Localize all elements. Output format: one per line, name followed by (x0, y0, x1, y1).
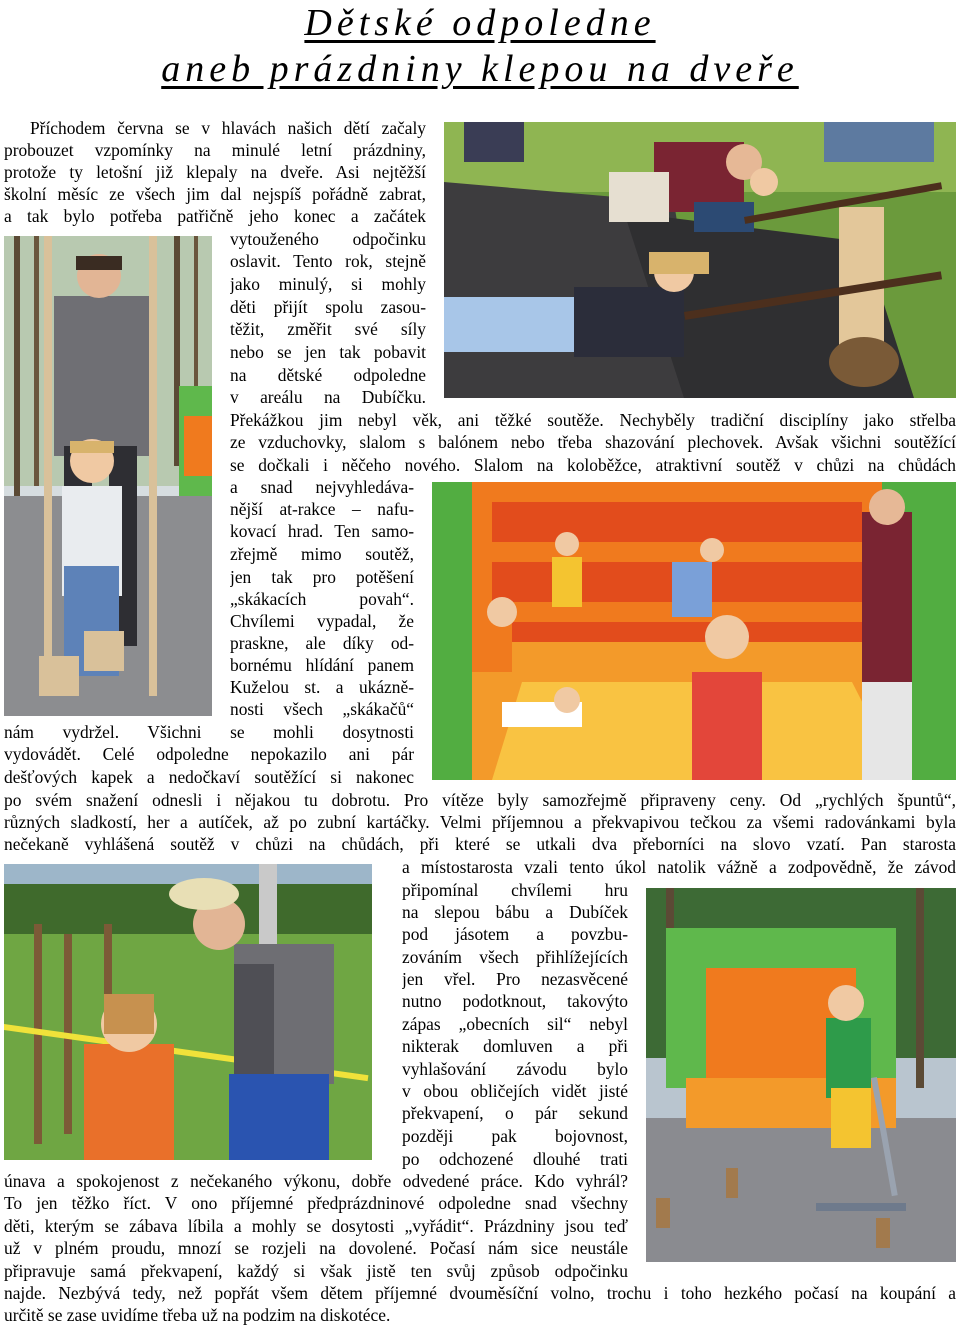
text-line: děti přijít spolu zasou- (230, 297, 426, 317)
text-line: oslavit. Tento rok, stejně (230, 251, 426, 271)
text-line: se dočkali i něčeho nového. Slalom na koloběžce, atraktivní soutěž v chůzi na chůdách (230, 455, 956, 475)
text-line: Kuželou st. a ukázně- (230, 677, 414, 697)
text-line: pod jásotem a povzbu- (402, 924, 628, 944)
text-line: nosti všech „skákačů“ (230, 699, 414, 719)
text-line: nější at-rakce – nafu- (230, 499, 414, 519)
judge-photo (4, 864, 372, 1160)
text-line: nutno podotknout, takovýto (402, 991, 628, 1011)
bouncy-castle-photo (432, 482, 956, 780)
text-line: nečekaně vyhlášená soutěž v chůzi na chůdách, při které se utkali dva přeborníci na slovo vzatí. Pan starosta (4, 834, 956, 854)
text-line: určitě se zase uvidíme třeba už na podzim na diskotéce. (4, 1305, 391, 1325)
text-line: zováním všech přihlížejících (402, 947, 628, 967)
text-line: vyhlašování závodu bylo (402, 1059, 628, 1079)
text-line: dešťových kapek a nedočkaví soutěžící si nakonec (4, 767, 414, 787)
text-line: na slepou bábu a Dubíček (402, 902, 628, 922)
text-line: překvapení, o pár sekund (402, 1103, 628, 1123)
text-line: těžit, změřit své síly (230, 319, 426, 339)
text-line: zápas „obecních sil“ nebyl (402, 1014, 628, 1034)
text-line: kovací hrad. Ten samo- (230, 521, 414, 541)
text-line: už v plném proudu, mnozí se rozjeli na dovolené. Počasí nám sice neustále (4, 1238, 628, 1258)
text-line: Chvílemi vypadal, že (230, 611, 414, 631)
text-line: vytouženého odpočinku (230, 229, 426, 249)
text-line: probouzet vzpomínky na minulé letní prázdniny, (4, 140, 426, 160)
text-line: po svém snažení odnesli i nějakou tu dobrotu. Pro vítěze byly samozřejmě připraveny ceny. Od „rychlých špuntů“, (4, 790, 956, 810)
text-line: protože ty letošní již klepaly na dveře. Asi nejtěžší (4, 162, 426, 182)
text-line: jako minulý, si mohly (230, 274, 426, 294)
text-line: najde. Nezbývá tedy, než popřát všem dětem příjemné dvouměsíční volno, trochu i toho hezkého počasí na koupání a (4, 1283, 956, 1303)
text-line: jen vřel. Pro nezasvěcené (402, 969, 628, 989)
text-line: bornému hlídání panem (230, 655, 414, 675)
article-title: Dětské odpoledne (304, 2, 656, 44)
text-line: praskne, ale díky od- (230, 633, 414, 653)
text-line: Překážkou jim nebyl věk, ani těžké soutěže. Nechyběly tradiční disciplíny jako střelba (230, 410, 956, 430)
text-line: nikterak domluven a při (402, 1036, 628, 1056)
text-line: po odchozené dlouhé trati (402, 1149, 628, 1169)
text-line: To jen těžko říct. V ono příjemné předprázdninové odpoledne snad všechny (4, 1193, 628, 1213)
text-line: v obou obličejích vidět jisté (402, 1081, 628, 1101)
text-line: připomínal chvílemi hru (402, 880, 628, 900)
shooting-photo (444, 122, 956, 398)
text-line: únava a spokojenost z nečekaného výkonu, dobře odvedené práce. Kdo vyhrál? (4, 1171, 628, 1191)
text-line: ze vzduchovky, slalom s balónem nebo třeba shazování plechovek. Avšak všichni soutěžící (230, 432, 956, 452)
text-line: „skákacích povah“. (230, 589, 414, 609)
article-subtitle: aneb prázdniny klepou na dveře (161, 48, 799, 90)
text-line: později pak bojovnost, (402, 1126, 628, 1146)
text-line: na dětské odpoledne (230, 365, 426, 385)
text-line: v areálu na Dubíčku. (230, 387, 426, 407)
text-line: připravuje samá překvapení, každý si však jistě ten svůj způsob odpočinku (4, 1261, 628, 1281)
text-line: různých sladkostí, her a autíček, až po zubní kartáčky. Velmi příjemnou a překvapivou tečkou za všemi radovánkami byla (4, 812, 956, 832)
text-line: vydovádět. Celé odpoledne nepokazilo ani pár (4, 744, 414, 764)
text-line: a snad nejvyhledáva- (230, 477, 414, 497)
text-line: zřejmě mimo soutěž, (230, 544, 414, 564)
text-line: děti, kterým se zábava líbila a mohly se dosytosti „vyřádit“. Prázdniny jsou teď (4, 1216, 628, 1236)
text-line: nám vydržel. Všichni se mohli dosytnosti (4, 722, 414, 742)
scooter-photo (646, 888, 956, 1262)
text-line: a místostarosta vzali tento úkol natolik vážně a zodpovědně, že závod (402, 857, 956, 877)
text-line: nebo se jen tak pobavit (230, 342, 426, 362)
text-line: jen tak pro potěšení (230, 567, 414, 587)
stilts-photo (4, 236, 212, 716)
text-line: Příchodem června se v hlavách našich dětí začaly (30, 118, 426, 138)
text-line: školní měsíc ze všech jim dal nejspíš pořádně zabrat, (4, 184, 426, 204)
text-line: a tak bylo potřeba patřičně jeho konec a začátek (4, 206, 426, 226)
